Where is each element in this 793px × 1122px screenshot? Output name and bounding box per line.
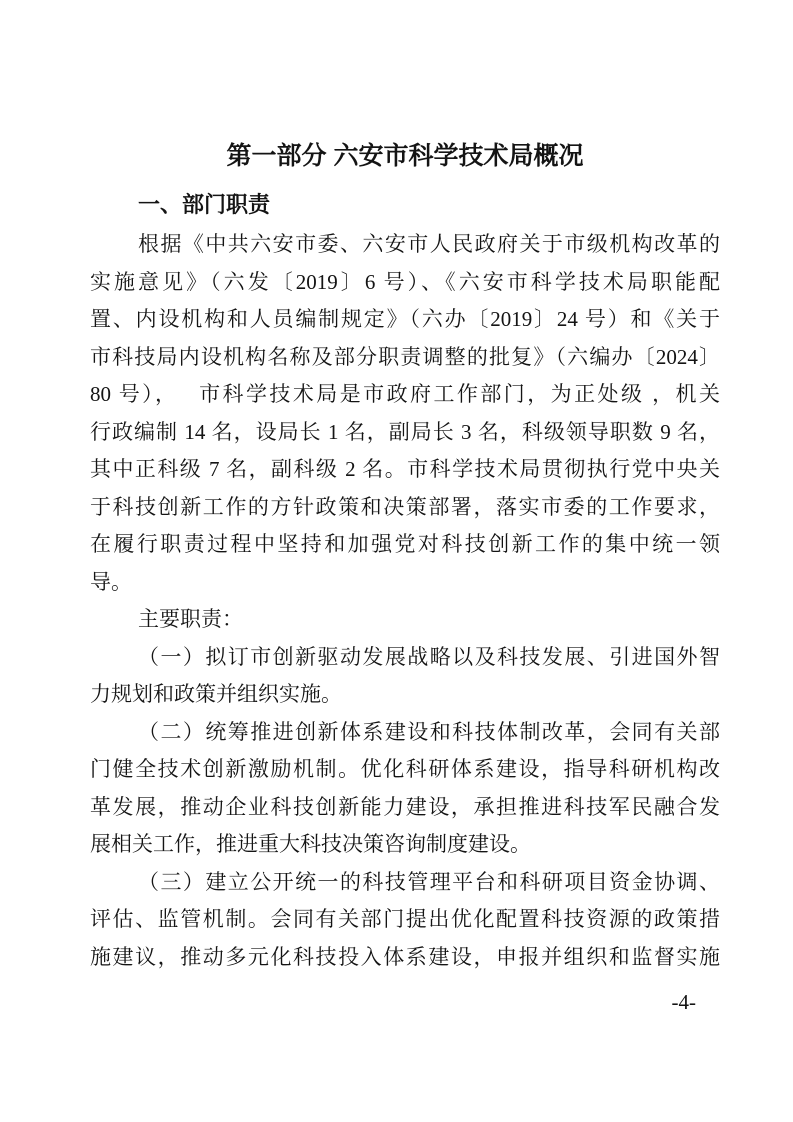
paragraph — [90, 601, 720, 639]
paragraph — [90, 226, 720, 601]
text-line: 行政编制 14 名，设局长 1 名，副局长 3 名，科级领导职数 9 名， — [90, 419, 720, 444]
text-line: 80 号）， 市科学技术局是市政府工作部门，为正处级 ，机关 — [90, 382, 720, 406]
section-heading: 一、部门职责 — [138, 192, 271, 217]
text-line: 评估、监管机制。会同有关部门提出优化配置科技资源的政策措 — [90, 907, 720, 931]
paragraph — [90, 714, 720, 864]
text-line: 实施意见》（六发〔2019〕6 号）、《六安市科学技术局职能配 — [90, 269, 720, 294]
text-line: （一）拟订市创新驱动发展战略以及科技发展、引进国外智 — [138, 644, 720, 669]
page-number: -4- — [671, 990, 696, 1014]
text-line: 施建议，推动多元化科技投入体系建设，申报并组织和监督实施 — [90, 944, 720, 969]
text-line: 革发展，推动企业科技创新能力建设，承担推进科技军民融合发 — [90, 794, 720, 819]
paragraph — [90, 639, 720, 714]
text-line: 根据《中共六安市委、六安市人民政府关于市级机构改革的 — [138, 232, 720, 256]
text-line: 于科技创新工作的方针政策和决策部署，落实市委的工作要求， — [90, 494, 720, 519]
document-body — [90, 226, 720, 976]
text-line: 力规划和政策并组织实施。 — [90, 682, 342, 706]
text-line: 在履行职责过程中坚持和加强党对科技创新工作的集中统一领 — [90, 532, 720, 556]
text-line: 导。 — [90, 569, 132, 594]
text-line: （二）统筹推进创新体系建设和科技体制改革，会同有关部 — [138, 719, 720, 744]
text-line: 置、内设机构和人员编制规定》（六办〔2019〕24 号）和《关于 — [90, 307, 720, 331]
paragraph — [90, 864, 720, 977]
text-line: 主要职责： — [138, 607, 243, 631]
text-line: 其中正科级 7 名，副科级 2 名。市科学技术局贯彻执行党中央关 — [90, 457, 720, 481]
text-line: 展相关工作，推进重大科技决策咨询制度建设。 — [90, 832, 531, 856]
text-line: 市科技局内设机构名称及部分职责调整的批复》（六编办〔2024〕 — [90, 344, 720, 369]
text-line: 门健全技术创新激励机制。优化科研体系建设，指导科研机构改 — [90, 757, 720, 781]
text-line: （三）建立公开统一的科技管理平台和科研项目资金协调、 — [138, 869, 720, 894]
page-title: 第一部分 六安市科学技术局概况 — [226, 142, 584, 170]
